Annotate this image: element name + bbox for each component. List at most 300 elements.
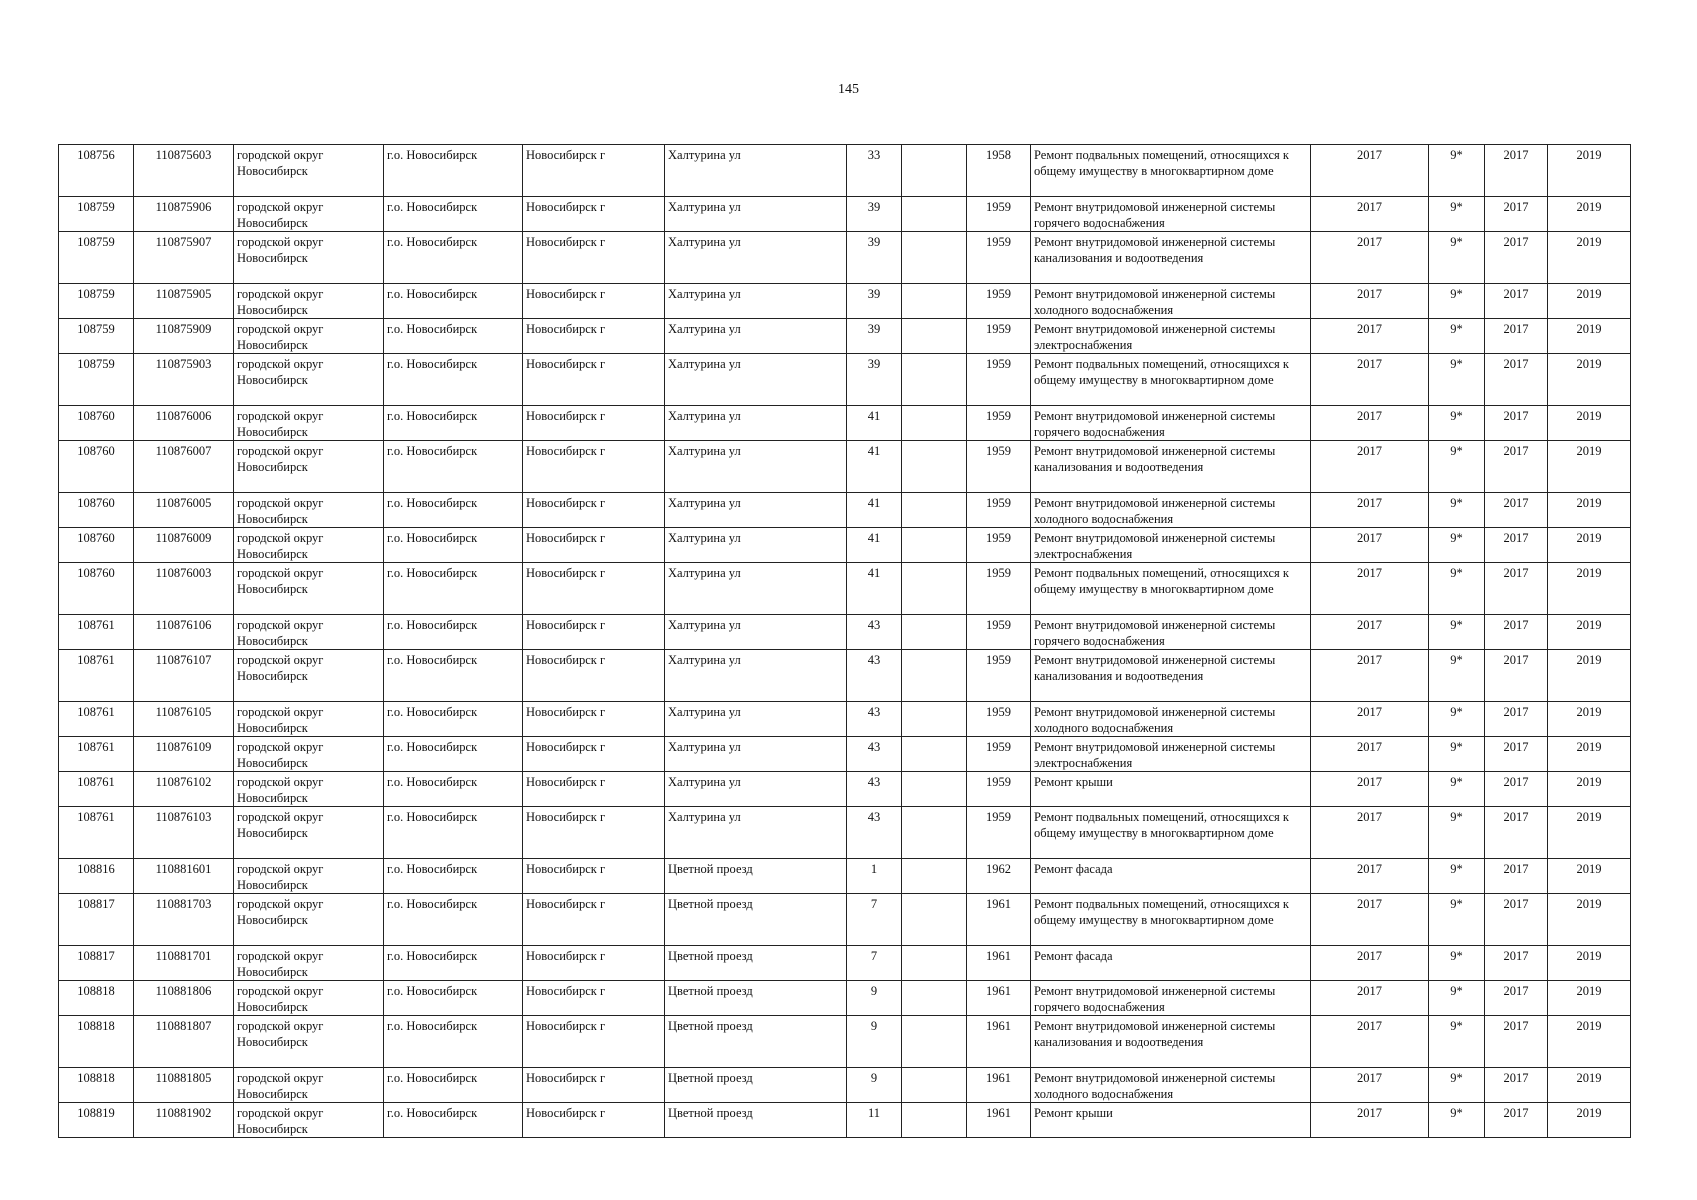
cell-code: 9* [1429, 319, 1485, 354]
table-row [59, 528, 1631, 563]
cell-work-type: Ремонт внутридомовой инженерной системы канализования и водоотведения [1031, 441, 1311, 493]
cell-work-type: Ремонт внутридомовой инженерной системы электроснабжения [1031, 528, 1311, 563]
cell-locality: Новосибирск г [523, 319, 665, 354]
cell-work-type: Ремонт фасада [1031, 859, 1311, 894]
cell-municipality: городской округ Новосибирск [234, 563, 384, 615]
cell-work-type: Ремонт внутридомовой инженерной системы холодного водоснабжения [1031, 1068, 1311, 1103]
cell-street: Халтурина ул [665, 493, 847, 528]
cell-locality: Новосибирск г [523, 1068, 665, 1103]
cell-start-year: 2017 [1485, 493, 1548, 528]
cell-municipality: городской округ Новосибирск [234, 528, 384, 563]
cell-street: Цветной проезд [665, 1068, 847, 1103]
cell-work-id: 110876109 [134, 737, 234, 772]
cell-work-type: Ремонт внутридомовой инженерной системы канализования и водоотведения [1031, 1016, 1311, 1068]
cell-year-built: 1959 [967, 702, 1031, 737]
cell-start-year: 2017 [1485, 563, 1548, 615]
cell-house-id: 108761 [59, 807, 134, 859]
cell-building [902, 232, 967, 284]
cell-start-year: 2017 [1485, 650, 1548, 702]
cell-building [902, 493, 967, 528]
cell-locality: Новосибирск г [523, 650, 665, 702]
cell-work-type: Ремонт подвальных помещений, относящихся к общему имуществу в многоквартирном доме [1031, 145, 1311, 197]
cell-building [902, 615, 967, 650]
cell-building [902, 354, 967, 406]
cell-municipality: городской округ Новосибирск [234, 232, 384, 284]
cell-end-year: 2019 [1548, 737, 1631, 772]
cell-work-type: Ремонт внутридомовой инженерной системы горячего водоснабжения [1031, 981, 1311, 1016]
cell-year-built: 1959 [967, 807, 1031, 859]
cell-district: г.о. Новосибирск [384, 702, 523, 737]
cell-house-id: 108760 [59, 528, 134, 563]
cell-street: Халтурина ул [665, 702, 847, 737]
cell-house-id: 108761 [59, 702, 134, 737]
cell-work-type: Ремонт крыши [1031, 1103, 1311, 1138]
cell-locality: Новосибирск г [523, 615, 665, 650]
cell-end-year: 2019 [1548, 894, 1631, 946]
cell-end-year: 2019 [1548, 406, 1631, 441]
cell-building [902, 319, 967, 354]
cell-municipality: городской округ Новосибирск [234, 1103, 384, 1138]
cell-house-number: 41 [847, 563, 902, 615]
cell-work-id: 110881806 [134, 981, 234, 1016]
cell-building [902, 946, 967, 981]
cell-house-id: 108759 [59, 354, 134, 406]
cell-year: 2017 [1311, 1103, 1429, 1138]
cell-year: 2017 [1311, 772, 1429, 807]
cell-end-year: 2019 [1548, 441, 1631, 493]
cell-municipality: городской округ Новосибирск [234, 615, 384, 650]
cell-year-built: 1961 [967, 981, 1031, 1016]
cell-house-id: 108760 [59, 406, 134, 441]
cell-year: 2017 [1311, 232, 1429, 284]
cell-start-year: 2017 [1485, 946, 1548, 981]
cell-work-id: 110876105 [134, 702, 234, 737]
cell-building [902, 894, 967, 946]
cell-municipality: городской округ Новосибирск [234, 197, 384, 232]
cell-year-built: 1959 [967, 232, 1031, 284]
cell-year: 2017 [1311, 650, 1429, 702]
cell-end-year: 2019 [1548, 981, 1631, 1016]
table-row [59, 1068, 1631, 1103]
cell-year: 2017 [1311, 1068, 1429, 1103]
cell-end-year: 2019 [1548, 1103, 1631, 1138]
cell-building [902, 145, 967, 197]
cell-municipality: городской округ Новосибирск [234, 284, 384, 319]
cell-end-year: 2019 [1548, 197, 1631, 232]
cell-start-year: 2017 [1485, 284, 1548, 319]
cell-locality: Новосибирск г [523, 232, 665, 284]
cell-year-built: 1961 [967, 1068, 1031, 1103]
table-row [59, 807, 1631, 859]
table-row [59, 650, 1631, 702]
cell-building [902, 859, 967, 894]
cell-end-year: 2019 [1548, 807, 1631, 859]
cell-house-number: 9 [847, 981, 902, 1016]
cell-municipality: городской округ Новосибирск [234, 702, 384, 737]
cell-street: Халтурина ул [665, 807, 847, 859]
cell-locality: Новосибирск г [523, 528, 665, 563]
cell-start-year: 2017 [1485, 981, 1548, 1016]
cell-house-id: 108760 [59, 493, 134, 528]
cell-year-built: 1959 [967, 406, 1031, 441]
cell-locality: Новосибирск г [523, 1103, 665, 1138]
cell-house-number: 41 [847, 528, 902, 563]
cell-house-id: 108761 [59, 650, 134, 702]
cell-code: 9* [1429, 650, 1485, 702]
cell-code: 9* [1429, 145, 1485, 197]
cell-locality: Новосибирск г [523, 702, 665, 737]
cell-year-built: 1959 [967, 319, 1031, 354]
cell-street: Халтурина ул [665, 145, 847, 197]
cell-district: г.о. Новосибирск [384, 894, 523, 946]
cell-municipality: городской округ Новосибирск [234, 946, 384, 981]
cell-house-number: 39 [847, 319, 902, 354]
cell-street: Халтурина ул [665, 319, 847, 354]
cell-district: г.о. Новосибирск [384, 284, 523, 319]
cell-year-built: 1959 [967, 737, 1031, 772]
table-row [59, 981, 1631, 1016]
cell-work-id: 110881701 [134, 946, 234, 981]
cell-code: 9* [1429, 1103, 1485, 1138]
cell-municipality: городской округ Новосибирск [234, 354, 384, 406]
cell-code: 9* [1429, 197, 1485, 232]
cell-district: г.о. Новосибирск [384, 1016, 523, 1068]
cell-year: 2017 [1311, 894, 1429, 946]
cell-start-year: 2017 [1485, 772, 1548, 807]
table-row [59, 702, 1631, 737]
cell-municipality: городской округ Новосибирск [234, 406, 384, 441]
cell-work-id: 110881902 [134, 1103, 234, 1138]
cell-district: г.о. Новосибирск [384, 528, 523, 563]
table-body [59, 145, 1631, 1138]
cell-house-number: 1 [847, 859, 902, 894]
table-row [59, 1103, 1631, 1138]
cell-building [902, 284, 967, 319]
cell-house-number: 39 [847, 232, 902, 284]
cell-locality: Новосибирск г [523, 894, 665, 946]
cell-street: Халтурина ул [665, 354, 847, 406]
cell-year: 2017 [1311, 1016, 1429, 1068]
cell-locality: Новосибирск г [523, 197, 665, 232]
cell-end-year: 2019 [1548, 319, 1631, 354]
cell-house-id: 108759 [59, 319, 134, 354]
cell-year-built: 1959 [967, 493, 1031, 528]
table-row [59, 894, 1631, 946]
cell-code: 9* [1429, 563, 1485, 615]
cell-district: г.о. Новосибирск [384, 197, 523, 232]
cell-work-type: Ремонт подвальных помещений, относящихся к общему имуществу в многоквартирном доме [1031, 807, 1311, 859]
cell-district: г.о. Новосибирск [384, 807, 523, 859]
cell-start-year: 2017 [1485, 354, 1548, 406]
cell-year-built: 1958 [967, 145, 1031, 197]
cell-street: Цветной проезд [665, 894, 847, 946]
cell-district: г.о. Новосибирск [384, 354, 523, 406]
cell-start-year: 2017 [1485, 406, 1548, 441]
cell-house-number: 43 [847, 650, 902, 702]
cell-building [902, 772, 967, 807]
cell-district: г.о. Новосибирск [384, 441, 523, 493]
cell-house-number: 41 [847, 493, 902, 528]
cell-building [902, 441, 967, 493]
cell-house-id: 108756 [59, 145, 134, 197]
cell-end-year: 2019 [1548, 528, 1631, 563]
registry-table [58, 144, 1631, 1138]
cell-street: Халтурина ул [665, 197, 847, 232]
cell-district: г.о. Новосибирск [384, 737, 523, 772]
cell-house-number: 33 [847, 145, 902, 197]
cell-year: 2017 [1311, 981, 1429, 1016]
cell-code: 9* [1429, 859, 1485, 894]
cell-year: 2017 [1311, 284, 1429, 319]
table-row [59, 232, 1631, 284]
cell-year-built: 1959 [967, 284, 1031, 319]
cell-street: Цветной проезд [665, 1103, 847, 1138]
cell-year: 2017 [1311, 563, 1429, 615]
cell-work-type: Ремонт внутридомовой инженерной системы горячего водоснабжения [1031, 615, 1311, 650]
cell-building [902, 406, 967, 441]
cell-work-id: 110876009 [134, 528, 234, 563]
cell-building [902, 1016, 967, 1068]
cell-street: Цветной проезд [665, 946, 847, 981]
cell-house-number: 43 [847, 807, 902, 859]
cell-code: 9* [1429, 807, 1485, 859]
cell-work-type: Ремонт фасада [1031, 946, 1311, 981]
cell-start-year: 2017 [1485, 319, 1548, 354]
cell-house-number: 9 [847, 1016, 902, 1068]
cell-work-type: Ремонт подвальных помещений, относящихся к общему имуществу в многоквартирном доме [1031, 354, 1311, 406]
cell-house-id: 108761 [59, 615, 134, 650]
cell-start-year: 2017 [1485, 145, 1548, 197]
cell-street: Халтурина ул [665, 737, 847, 772]
cell-work-id: 110876106 [134, 615, 234, 650]
cell-locality: Новосибирск г [523, 563, 665, 615]
cell-code: 9* [1429, 894, 1485, 946]
table-row [59, 493, 1631, 528]
cell-end-year: 2019 [1548, 145, 1631, 197]
cell-street: Цветной проезд [665, 859, 847, 894]
cell-locality: Новосибирск г [523, 981, 665, 1016]
cell-end-year: 2019 [1548, 772, 1631, 807]
table-row [59, 319, 1631, 354]
cell-work-id: 110881805 [134, 1068, 234, 1103]
cell-house-id: 108760 [59, 441, 134, 493]
cell-municipality: городской округ Новосибирск [234, 319, 384, 354]
page-number: 145 [838, 82, 859, 97]
cell-year: 2017 [1311, 354, 1429, 406]
cell-code: 9* [1429, 232, 1485, 284]
cell-district: г.о. Новосибирск [384, 319, 523, 354]
cell-locality: Новосибирск г [523, 406, 665, 441]
cell-house-number: 39 [847, 284, 902, 319]
cell-start-year: 2017 [1485, 807, 1548, 859]
cell-locality: Новосибирск г [523, 737, 665, 772]
cell-start-year: 2017 [1485, 894, 1548, 946]
cell-year-built: 1959 [967, 650, 1031, 702]
cell-year: 2017 [1311, 807, 1429, 859]
cell-house-number: 41 [847, 441, 902, 493]
cell-work-id: 110881807 [134, 1016, 234, 1068]
cell-municipality: городской округ Новосибирск [234, 441, 384, 493]
cell-house-number: 7 [847, 894, 902, 946]
cell-house-number: 43 [847, 615, 902, 650]
cell-district: г.о. Новосибирск [384, 563, 523, 615]
cell-work-type: Ремонт внутридомовой инженерной системы электроснабжения [1031, 319, 1311, 354]
cell-code: 9* [1429, 1068, 1485, 1103]
cell-work-id: 110876102 [134, 772, 234, 807]
cell-district: г.о. Новосибирск [384, 1068, 523, 1103]
cell-work-id: 110876107 [134, 650, 234, 702]
cell-year-built: 1959 [967, 528, 1031, 563]
cell-work-id: 110875905 [134, 284, 234, 319]
cell-start-year: 2017 [1485, 232, 1548, 284]
cell-start-year: 2017 [1485, 197, 1548, 232]
cell-street: Халтурина ул [665, 441, 847, 493]
cell-year: 2017 [1311, 946, 1429, 981]
cell-house-number: 43 [847, 772, 902, 807]
cell-municipality: городской округ Новосибирск [234, 894, 384, 946]
cell-work-id: 110875903 [134, 354, 234, 406]
cell-end-year: 2019 [1548, 232, 1631, 284]
cell-work-type: Ремонт внутридомовой инженерной системы горячего водоснабжения [1031, 197, 1311, 232]
cell-building [902, 528, 967, 563]
cell-municipality: городской округ Новосибирск [234, 493, 384, 528]
cell-work-type: Ремонт крыши [1031, 772, 1311, 807]
cell-work-type: Ремонт внутридомовой инженерной системы канализования и водоотведения [1031, 650, 1311, 702]
cell-municipality: городской округ Новосибирск [234, 650, 384, 702]
cell-street: Халтурина ул [665, 563, 847, 615]
cell-year: 2017 [1311, 615, 1429, 650]
cell-year: 2017 [1311, 859, 1429, 894]
cell-work-id: 110875603 [134, 145, 234, 197]
cell-house-id: 108759 [59, 284, 134, 319]
table-row [59, 859, 1631, 894]
cell-end-year: 2019 [1548, 702, 1631, 737]
cell-code: 9* [1429, 946, 1485, 981]
cell-work-id: 110876005 [134, 493, 234, 528]
cell-street: Халтурина ул [665, 615, 847, 650]
cell-code: 9* [1429, 981, 1485, 1016]
cell-locality: Новосибирск г [523, 493, 665, 528]
cell-building [902, 807, 967, 859]
cell-house-id: 108818 [59, 981, 134, 1016]
cell-start-year: 2017 [1485, 1103, 1548, 1138]
table-row [59, 737, 1631, 772]
cell-work-type: Ремонт внутридомовой инженерной системы горячего водоснабжения [1031, 406, 1311, 441]
cell-year-built: 1961 [967, 1103, 1031, 1138]
cell-start-year: 2017 [1485, 859, 1548, 894]
cell-house-id: 108817 [59, 894, 134, 946]
cell-building [902, 1068, 967, 1103]
cell-end-year: 2019 [1548, 493, 1631, 528]
cell-code: 9* [1429, 772, 1485, 807]
cell-municipality: городской округ Новосибирск [234, 807, 384, 859]
cell-code: 9* [1429, 284, 1485, 319]
cell-street: Цветной проезд [665, 981, 847, 1016]
table-row [59, 615, 1631, 650]
cell-street: Халтурина ул [665, 232, 847, 284]
cell-locality: Новосибирск г [523, 354, 665, 406]
cell-work-id: 110876006 [134, 406, 234, 441]
cell-code: 9* [1429, 528, 1485, 563]
cell-building [902, 981, 967, 1016]
cell-start-year: 2017 [1485, 737, 1548, 772]
table-row [59, 284, 1631, 319]
cell-house-number: 43 [847, 702, 902, 737]
cell-year: 2017 [1311, 319, 1429, 354]
cell-code: 9* [1429, 737, 1485, 772]
cell-district: г.о. Новосибирск [384, 946, 523, 981]
cell-house-number: 39 [847, 197, 902, 232]
cell-municipality: городской округ Новосибирск [234, 772, 384, 807]
cell-building [902, 197, 967, 232]
cell-house-id: 108761 [59, 737, 134, 772]
cell-start-year: 2017 [1485, 528, 1548, 563]
cell-municipality: городской округ Новосибирск [234, 737, 384, 772]
cell-locality: Новосибирск г [523, 807, 665, 859]
cell-start-year: 2017 [1485, 702, 1548, 737]
table-row [59, 441, 1631, 493]
cell-work-id: 110876103 [134, 807, 234, 859]
cell-work-id: 110875907 [134, 232, 234, 284]
cell-municipality: городской округ Новосибирск [234, 1016, 384, 1068]
cell-street: Халтурина ул [665, 406, 847, 441]
cell-year-built: 1959 [967, 441, 1031, 493]
cell-locality: Новосибирск г [523, 859, 665, 894]
cell-end-year: 2019 [1548, 354, 1631, 406]
cell-house-id: 108819 [59, 1103, 134, 1138]
cell-house-id: 108817 [59, 946, 134, 981]
cell-district: г.о. Новосибирск [384, 232, 523, 284]
cell-district: г.о. Новосибирск [384, 615, 523, 650]
cell-municipality: городской округ Новосибирск [234, 1068, 384, 1103]
cell-house-number: 39 [847, 354, 902, 406]
cell-work-type: Ремонт внутридомовой инженерной системы холодного водоснабжения [1031, 284, 1311, 319]
cell-year-built: 1961 [967, 946, 1031, 981]
cell-year: 2017 [1311, 493, 1429, 528]
cell-district: г.о. Новосибирск [384, 406, 523, 441]
cell-building [902, 737, 967, 772]
cell-house-id: 108759 [59, 197, 134, 232]
cell-work-type: Ремонт внутридомовой инженерной системы канализования и водоотведения [1031, 232, 1311, 284]
cell-district: г.о. Новосибирск [384, 1103, 523, 1138]
cell-end-year: 2019 [1548, 563, 1631, 615]
cell-house-number: 7 [847, 946, 902, 981]
table-row [59, 563, 1631, 615]
cell-municipality: городской округ Новосибирск [234, 145, 384, 197]
table-row [59, 406, 1631, 441]
cell-year-built: 1959 [967, 615, 1031, 650]
cell-year-built: 1959 [967, 354, 1031, 406]
table-row [59, 197, 1631, 232]
cell-end-year: 2019 [1548, 859, 1631, 894]
table-row [59, 354, 1631, 406]
cell-work-id: 110876003 [134, 563, 234, 615]
cell-locality: Новосибирск г [523, 284, 665, 319]
table-row [59, 772, 1631, 807]
table-row [59, 145, 1631, 197]
cell-locality: Новосибирск г [523, 772, 665, 807]
cell-district: г.о. Новосибирск [384, 981, 523, 1016]
cell-code: 9* [1429, 406, 1485, 441]
cell-work-id: 110881601 [134, 859, 234, 894]
cell-street: Халтурина ул [665, 528, 847, 563]
cell-street: Халтурина ул [665, 284, 847, 319]
cell-house-id: 108818 [59, 1068, 134, 1103]
cell-year-built: 1959 [967, 772, 1031, 807]
cell-year-built: 1961 [967, 894, 1031, 946]
cell-municipality: городской округ Новосибирск [234, 981, 384, 1016]
cell-street: Халтурина ул [665, 650, 847, 702]
